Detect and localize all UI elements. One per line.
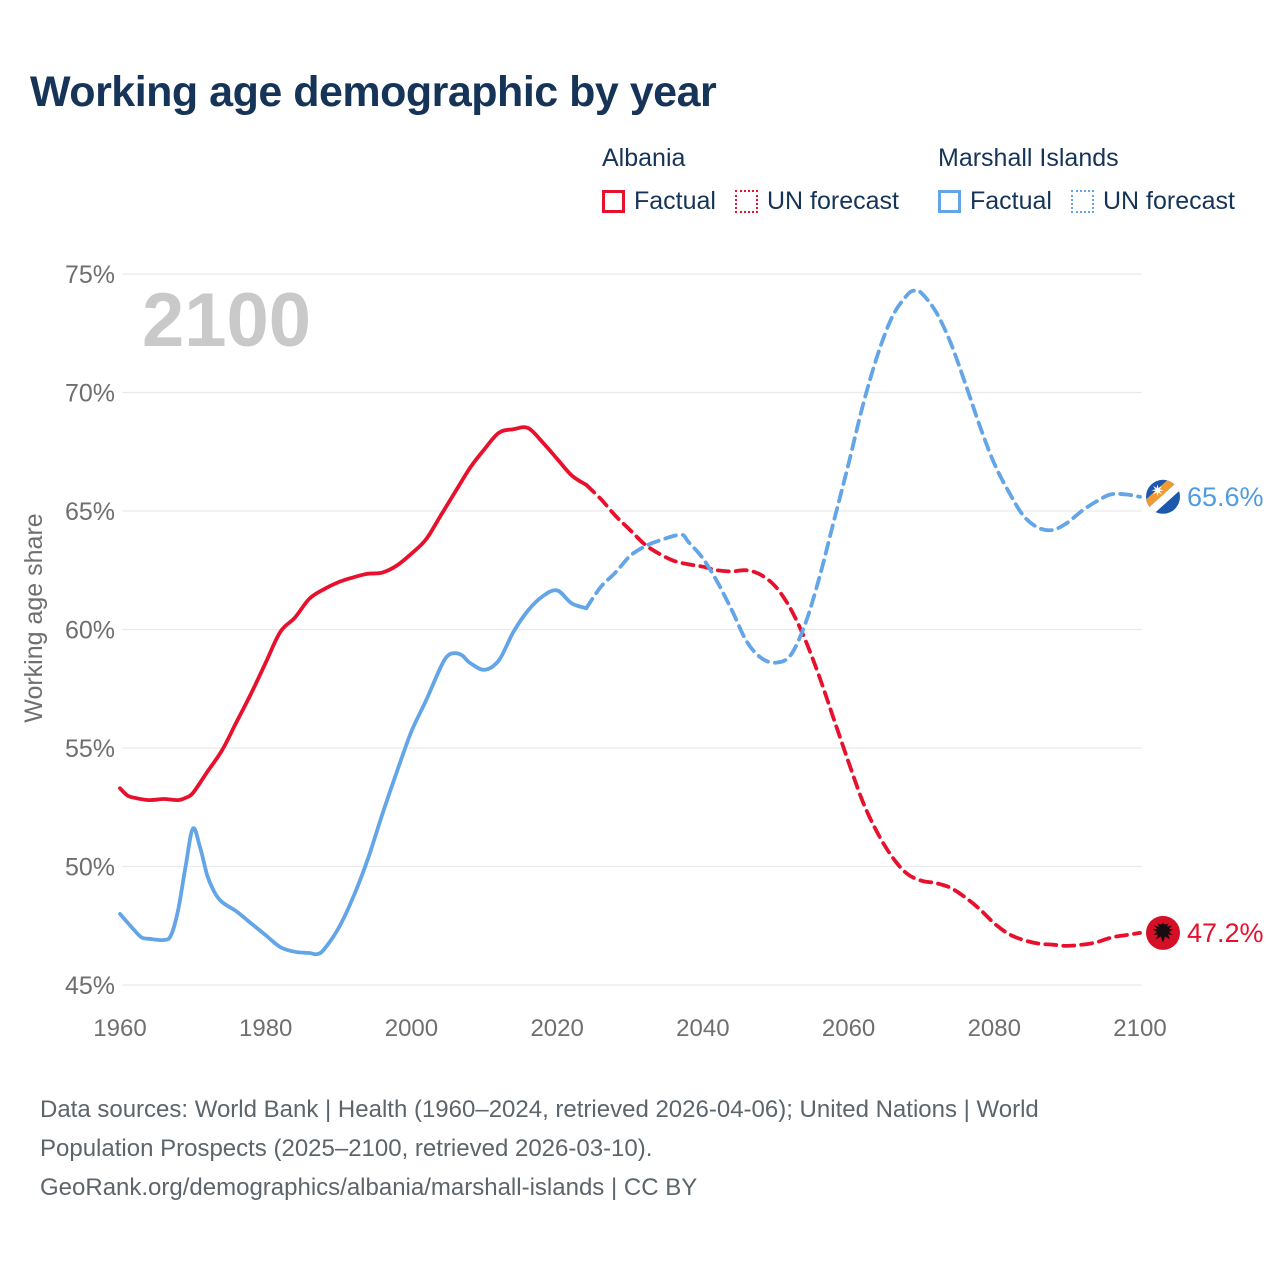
legend-group-albania <box>602 144 899 216</box>
albania-flag-icon <box>1146 916 1180 950</box>
legend-row-marshall-islands <box>938 187 1235 216</box>
y-tick-label: 70% <box>64 379 115 408</box>
x-tick-label: 2040 <box>676 1015 730 1042</box>
albania-factual-swatch-icon[interactable] <box>602 190 625 213</box>
legend-country-albania: Albania <box>602 144 686 172</box>
footer-sources-line1: Data sources: World Bank | Health (1960–2024, retrieved 2026-04-06); United Nations | World <box>40 1096 1039 1123</box>
legend-group-marshall-islands <box>938 144 1235 216</box>
series-albania-factual <box>120 427 586 800</box>
series-albania-un-forecast <box>586 485 1140 946</box>
marshall-forecast-swatch-icon[interactable] <box>1071 190 1094 213</box>
x-tick-label: 2000 <box>384 1015 439 1042</box>
series-marshall-islands-factual <box>120 590 586 954</box>
legend-albania-forecast[interactable]: UN forecast <box>766 187 899 215</box>
y-tick-label: 50% <box>64 853 115 882</box>
albania-forecast-swatch-icon[interactable] <box>735 190 758 213</box>
y-tick-label: 45% <box>64 972 115 1000</box>
y-axis-title: Working age share <box>20 513 48 723</box>
chart-title: Working age demographic by year <box>30 68 717 116</box>
footer-sources-line2: Population Prospects (2025–2100, retrieved 2026-03-10). <box>40 1135 653 1162</box>
y-tick-label: 65% <box>64 498 115 526</box>
footer <box>40 1090 1039 1207</box>
legend-country-marshall-islands: Marshall Islands <box>938 144 1119 172</box>
x-tick-label: 1980 <box>239 1015 293 1042</box>
series-marshall-islands-un-forecast <box>586 290 1140 663</box>
x-tick-label: 1960 <box>93 1015 147 1042</box>
albania-end-value-label: 47.2% <box>1187 917 1264 948</box>
legend-marshall-factual[interactable]: Factual <box>970 187 1052 215</box>
footer-attribution: GeoRank.org/demographics/albania/marshall-islands | CC BY <box>40 1174 698 1201</box>
y-tick-label: 60% <box>64 616 115 645</box>
y-tick-label: 55% <box>64 735 115 763</box>
x-tick-label: 2080 <box>967 1015 1021 1042</box>
marshall-factual-swatch-icon[interactable] <box>938 190 961 213</box>
x-tick-label: 2060 <box>821 1015 876 1042</box>
legend-marshall-forecast[interactable]: UN forecast <box>1102 187 1235 215</box>
marshall-end-value-label: 65.6% <box>1187 481 1264 512</box>
x-tick-label: 2100 <box>1113 1015 1167 1042</box>
legend-row-albania <box>602 187 899 216</box>
x-tick-label: 2020 <box>530 1015 584 1042</box>
y-tick-label: 75% <box>64 261 115 289</box>
watermark-year: 2100 <box>142 278 312 363</box>
legend-albania-factual[interactable]: Factual <box>634 187 716 215</box>
marshall-islands-flag-icon <box>1137 472 1186 519</box>
